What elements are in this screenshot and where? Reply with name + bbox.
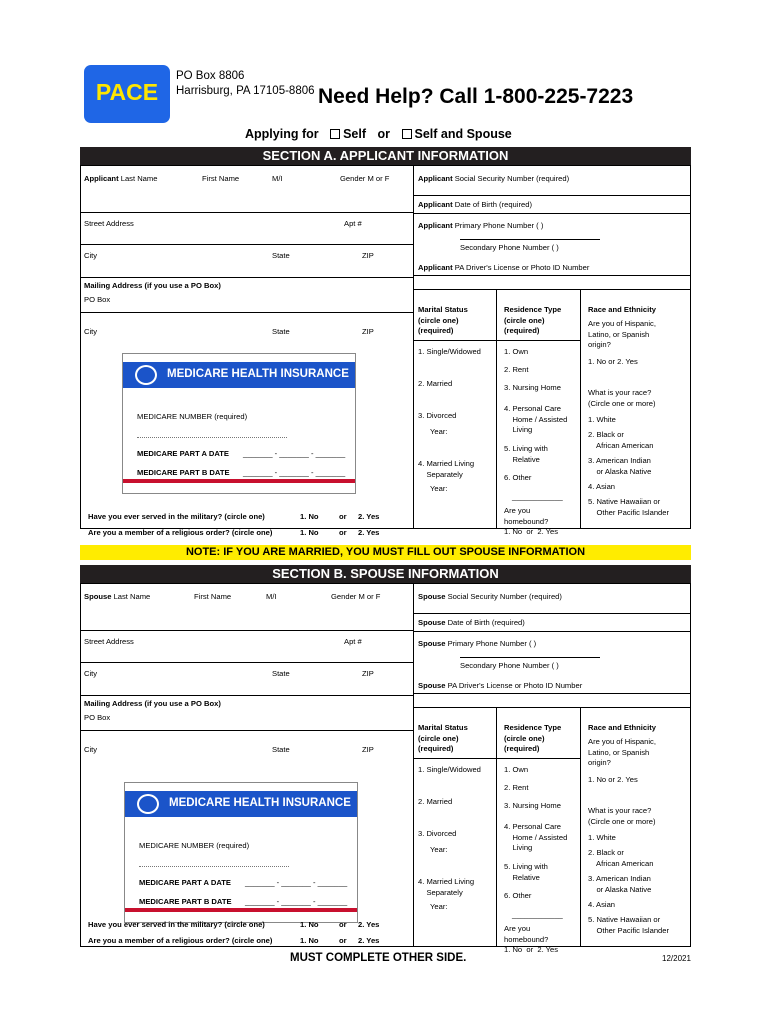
spouse-race-hawaiian: 5. Native Hawaiian or Other Pacific Islander [588, 915, 670, 935]
applicant-race-question: What is your race? (Circle one or more) [588, 388, 656, 408]
spouse-marital-year-1: Year: [430, 845, 448, 854]
applicant-primary-phone-label [418, 221, 543, 230]
spouse-dob-label [418, 618, 525, 627]
spouse-marital-separately: 4. Married Living Separately [418, 877, 475, 897]
spouse-section-header: SECTION B. SPOUSE INFORMATION [80, 565, 691, 583]
spouse-race-title: Race and Ethnicity [588, 723, 656, 732]
spouse-hispanic-question: Are you of Hispanic, Latino, or Spanish origin? [588, 737, 656, 767]
spouse-primary-phone-text: Primary Phone Number ( ) [447, 639, 537, 648]
applicant-zip2-label: ZIP [362, 327, 374, 336]
applicant-residence-title: Residence Type (circle one) (required) [504, 305, 562, 335]
spouse-state-label: State [272, 669, 290, 678]
applicant-medicare-card [122, 353, 356, 494]
self-checkbox[interactable] [330, 129, 340, 139]
applicant-military-yes: 2. Yes [358, 512, 380, 521]
applicant-city2-label: City [84, 327, 98, 336]
applicant-residence-rent: 2. Rent [504, 365, 529, 374]
applicant-marital-single: 1. Single/Widowed [418, 347, 481, 356]
spouse-residence-personal-care: 4. Personal Care Home / Assisted Living [504, 822, 568, 852]
spouse-zip2-label: ZIP [362, 745, 374, 754]
spouse-residence-nursing: 3. Nursing Home [504, 801, 561, 810]
applicant-military-or: or [339, 512, 347, 521]
applicant-last-name-text: Last Name [120, 174, 158, 183]
applicant-residence-own: 1. Own [504, 347, 529, 356]
spouse-hispanic-answer: 1. No or 2. Yes [588, 775, 638, 784]
applicant-marital-divorced: 3. Divorced [418, 411, 457, 420]
applicant-marital-year-2: Year: [430, 484, 448, 493]
spouse-street-label: Street Address [84, 637, 134, 646]
spouse-license-label [418, 681, 582, 690]
spouse-apt-label: Apt # [344, 637, 362, 646]
applicant-first-name-label: First Name [202, 174, 240, 183]
spouse-marital-divorced: 3. Divorced [418, 829, 457, 838]
spouse-marital-single: 1. Single/Widowed [418, 765, 481, 774]
applicant-religious-yes: 2. Yes [358, 528, 380, 537]
applicant-dob-label [418, 200, 532, 209]
address-line-2: Harrisburg, PA 17105-8806 [176, 85, 315, 97]
applicant-secondary-phone-label: Secondary Phone Number ( ) [460, 243, 559, 252]
spouse-residence-rent: 2. Rent [504, 783, 529, 792]
spouse-part-a-label: MEDICARE PART A DATE [139, 878, 231, 887]
self-spouse-option: Self and Spouse [414, 127, 512, 141]
applicant-ssn-label [418, 174, 569, 183]
spouse-dob-text: Date of Birth (required) [447, 618, 525, 627]
spouse-ssn-text: Social Security Number (required) [447, 592, 562, 601]
applicant-race-title: Race and Ethnicity [588, 305, 656, 314]
applicant-residence-homebound: Are you homebound? 1. No or 2. Yes [504, 506, 559, 536]
applicant-residence-other-blank: ____________ [512, 492, 563, 501]
spouse-person-word: Spouse [84, 592, 112, 601]
spouse-city-label: City [84, 669, 98, 678]
pace-logo-text: PACE [95, 79, 159, 105]
applicant-city-label: City [84, 251, 98, 260]
spouse-race-black: 2. Black or African American [588, 848, 654, 868]
spouse-marital-married: 2. Married [418, 797, 453, 806]
spouse-gender-label: Gender M or F [331, 592, 381, 601]
hhs-seal-icon [137, 794, 159, 814]
spouse-mailing-label: Mailing Address (if you use a PO Box) [84, 699, 221, 708]
applicant-residence-nursing: 3. Nursing Home [504, 383, 561, 392]
spouse-last-name-label [84, 592, 150, 601]
applicant-person-word: Applicant [84, 174, 119, 183]
spouse-part-a-date[interactable]: _______ - _______ - _______ [245, 878, 348, 887]
applicant-residence-personal-care: 4. Personal Care Home / Assisted Living [504, 404, 568, 434]
applicant-marital-title: Marital Status (circle one) (required) [418, 305, 468, 335]
applicant-residence-other: 6. Other [504, 473, 532, 482]
applicant-ssn-text: Social Security Number (required) [454, 174, 570, 183]
spouse-part-b-date[interactable]: _______ - _______ - _______ [245, 897, 348, 906]
spouse-mi-label: M/I [266, 592, 277, 601]
spouse-residence-own: 1. Own [504, 765, 529, 774]
spouse-marital-year-2: Year: [430, 902, 448, 911]
spouse-religious-yes: 2. Yes [358, 936, 380, 945]
applicant-dob-text: Date of Birth (required) [454, 200, 532, 209]
spouse-person-word: Spouse [418, 618, 446, 627]
hhs-seal-icon [135, 365, 157, 385]
spouse-license-text: PA Driver's License or Photo ID Number [447, 681, 583, 690]
spouse-religious-question: Are you a member of a religious order? (circle one) [88, 936, 273, 945]
spouse-residence-title: Residence Type (circle one) (required) [504, 723, 562, 753]
applicant-license-label [418, 263, 589, 272]
help-phone: Need Help? Call 1-800-225-7223 [318, 85, 634, 108]
spouse-state2-label: State [272, 745, 290, 754]
applicant-marital-separately: 4. Married Living Separately [418, 459, 475, 479]
applicant-race-indian: 3. American Indian or Alaska Native [588, 456, 652, 476]
applicant-state-label: State [272, 251, 290, 260]
applicant-section-header: SECTION A. APPLICANT INFORMATION [80, 147, 691, 165]
applicant-person-word: Applicant [418, 200, 453, 209]
spouse-primary-phone-label [418, 639, 536, 648]
applicant-marital-married: 2. Married [418, 379, 453, 388]
spouse-zip-label: ZIP [362, 669, 374, 678]
applicant-religious-no: 1. No [300, 528, 319, 537]
applicant-military-no: 1. No [300, 512, 319, 521]
spouse-military-question: Have you ever served in the military? (circle one) [88, 920, 265, 929]
applicant-person-word: Applicant [418, 174, 453, 183]
applicant-street-label: Street Address [84, 219, 134, 228]
spouse-residence-other: 6. Other [504, 891, 532, 900]
spouse-card-stripe [125, 908, 357, 912]
applicant-part-a-date[interactable]: _______ - _______ - _______ [243, 449, 346, 458]
applicant-part-b-date[interactable]: _______ - _______ - _______ [243, 468, 346, 477]
applicant-po-box-label: PO Box [84, 295, 111, 304]
applicant-religious-or: or [339, 528, 347, 537]
applying-label: Applying for [245, 127, 319, 141]
spouse-race-white: 1. White [588, 833, 616, 842]
married-note: NOTE: IF YOU ARE MARRIED, YOU MUST FILL OUT SPOUSE INFORMATION [80, 545, 691, 560]
spouse-part-b-label: MEDICARE PART B DATE [139, 897, 232, 906]
spouse-military-no: 1. No [300, 920, 319, 929]
spouse-ssn-label [418, 592, 562, 601]
applicant-medicare-title: MEDICARE HEALTH INSURANCE [167, 368, 349, 380]
spouse-first-name-label: First Name [194, 592, 232, 601]
applying-for [245, 127, 512, 141]
applicant-race-hawaiian: 5. Native Hawaiian or Other Pacific Islander [588, 497, 670, 517]
spouse-residence-other-blank: ____________ [512, 910, 563, 919]
applicant-race-white: 1. White [588, 415, 616, 424]
applicant-residence-relative: 5. Living with Relative [504, 444, 548, 464]
spouse-person-word: Spouse [418, 639, 446, 648]
applicant-last-name-label [84, 174, 157, 183]
applicant-apt-label: Apt # [344, 219, 362, 228]
spouse-po-box-label: PO Box [84, 713, 111, 722]
form-date: 12/2021 [662, 954, 691, 963]
applicant-gender-label: Gender M or F [340, 174, 390, 183]
applicant-mi-label: M/I [272, 174, 283, 183]
applicant-state2-label: State [272, 327, 290, 336]
applicant-part-b-label: MEDICARE PART B DATE [137, 468, 230, 477]
applicant-card-stripe [123, 479, 355, 483]
applicant-person-word: Applicant [418, 221, 453, 230]
address-line-1: PO Box 8806 [176, 70, 245, 82]
spouse-residence-homebound: Are you homebound? 1. No or 2. Yes [504, 924, 559, 954]
applicant-religious-question: Are you a member of a religious order? (circle one) [88, 528, 273, 537]
applicant-race-asian: 4. Asian [588, 482, 616, 491]
applicant-license-text: PA Driver's License or Photo ID Number [454, 263, 590, 272]
applicant-person-word: Applicant [418, 263, 453, 272]
spouse-marital-title: Marital Status (circle one) (required) [418, 723, 468, 753]
must-complete: MUST COMPLETE OTHER SIDE. [290, 952, 467, 964]
spouse-residence-relative: 5. Living with Relative [504, 862, 548, 882]
spouse-person-word: Spouse [418, 592, 446, 601]
applicant-marital-year-1: Year: [430, 427, 448, 436]
spouse-medicare-title: MEDICARE HEALTH INSURANCE [169, 797, 351, 809]
spouse-military-yes: 2. Yes [358, 920, 380, 929]
applicant-hispanic-answer: 1. No or 2. Yes [588, 357, 638, 366]
applicant-zip-label: ZIP [362, 251, 374, 260]
self-option: Self [343, 127, 367, 141]
spouse-race-indian: 3. American Indian or Alaska Native [588, 874, 652, 894]
applying-or: or [377, 127, 391, 141]
spouse-secondary-phone-label: Secondary Phone Number ( ) [460, 661, 559, 670]
spouse-person-word: Spouse [418, 681, 446, 690]
applicant-military-question: Have you ever served in the military? (circle one) [88, 512, 265, 521]
spouse-medicare-number-label: MEDICARE NUMBER (required) [139, 841, 250, 850]
spouse-race-question: What is your race? (Circle one or more) [588, 806, 656, 826]
spouse-last-name-text: Last Name [113, 592, 151, 601]
pace-logo [84, 65, 170, 123]
self-spouse-checkbox[interactable] [402, 129, 412, 139]
applicant-mailing-label: Mailing Address (if you use a PO Box) [84, 281, 221, 290]
applicant-race-black: 2. Black or African American [588, 430, 654, 450]
applicant-hispanic-question: Are you of Hispanic, Latino, or Spanish origin? [588, 319, 656, 349]
spouse-city2-label: City [84, 745, 98, 754]
spouse-medicare-card [124, 782, 358, 923]
applicant-medicare-card-header [123, 362, 355, 388]
applicant-part-a-label: MEDICARE PART A DATE [137, 449, 229, 458]
spouse-medicare-card-header [125, 791, 357, 817]
applicant-primary-phone-text: Primary Phone Number ( ) [454, 221, 544, 230]
applicant-medicare-number-label: MEDICARE NUMBER (required) [137, 412, 248, 421]
spouse-religious-or: or [339, 936, 347, 945]
spouse-race-asian: 4. Asian [588, 900, 616, 909]
spouse-military-or: or [339, 920, 347, 929]
spouse-religious-no: 1. No [300, 936, 319, 945]
